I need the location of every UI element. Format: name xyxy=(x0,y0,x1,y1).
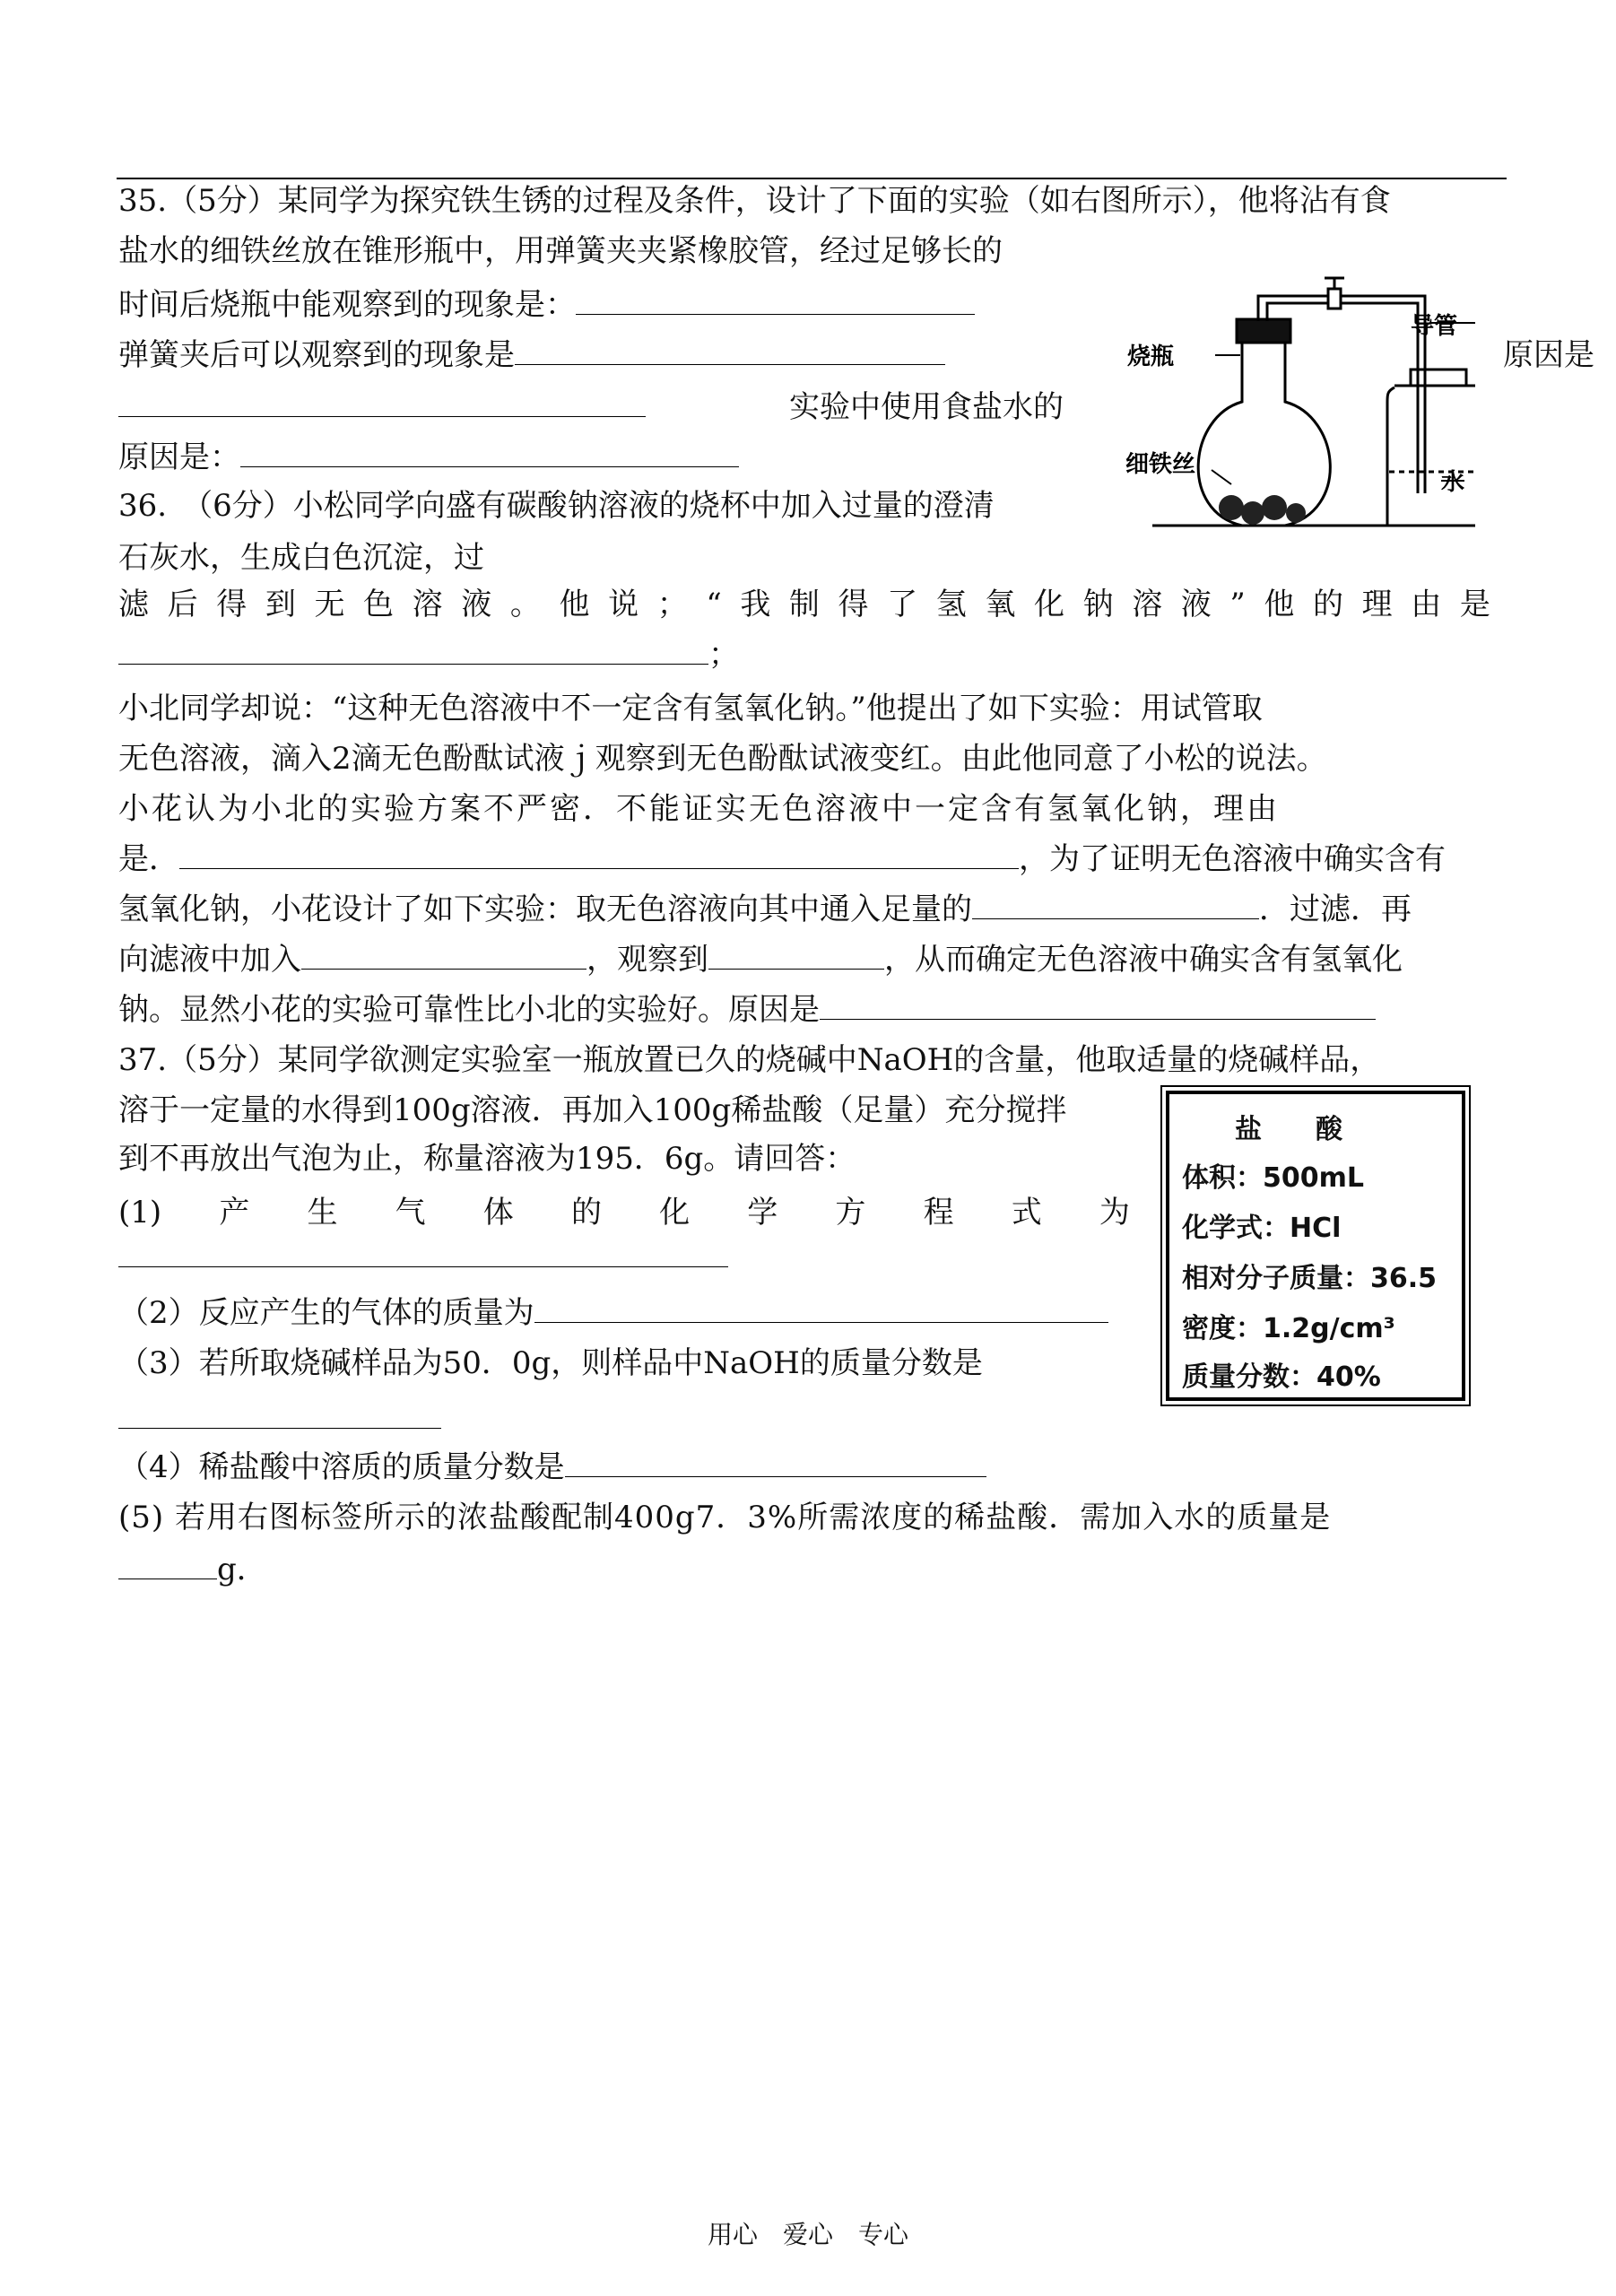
q37-line6-text: （2）反应产生的气体的质量为 xyxy=(118,1295,534,1331)
label-molar-mass: 相对分子质量：36.5 xyxy=(1182,1263,1438,1294)
q37-line4-char: 学 xyxy=(747,1195,778,1231)
answer-blank[interactable] xyxy=(240,439,739,467)
q37-line2: 溶于一定量的水得到100g溶液．再加入100g稀盐酸（足量）充分搅拌 xyxy=(118,1092,1067,1128)
label-volume: 体积：500mL xyxy=(1182,1162,1364,1194)
q36-line2: 石灰水，生成白色沉淀，过 xyxy=(118,540,484,576)
q36-line3-char: 液 xyxy=(1180,587,1212,622)
apparatus-figure xyxy=(1125,269,1475,538)
q36-line10-c: ，从而确定无色溶液中确实含有氢氧化 xyxy=(884,942,1403,978)
q37-line4-char: 式 xyxy=(1011,1195,1042,1231)
q37-line4-char: 产 xyxy=(219,1195,250,1231)
q36-line3-char: 滤 xyxy=(118,587,149,622)
q36-line9-a: 氢氧化钠，小花设计了如下实验：取无色溶液向其中通入足量的 xyxy=(118,891,972,927)
q36-line8-a: 是． xyxy=(118,841,179,877)
q37-line3: 到不再放出气泡为止，称量溶液为195．6g。请回答： xyxy=(118,1141,856,1177)
q37-line4-char: (1) xyxy=(118,1195,162,1231)
answer-blank[interactable] xyxy=(301,942,586,970)
q36-line4-end: ； xyxy=(708,637,739,673)
q37-line1: 37.（5分）某同学欲测定实验室一瓶放置已久的烧碱中NaOH的含量，他取适量的烧碱样品， xyxy=(118,1042,1381,1078)
q36-line3-char: 说 xyxy=(608,587,639,622)
answer-blank[interactable] xyxy=(820,992,1376,1020)
q35-line6-text: 原因是： xyxy=(118,439,240,475)
q36-line3-char: ” xyxy=(1229,587,1246,622)
answer-blank[interactable] xyxy=(515,337,945,365)
q36-line3-char: 无 xyxy=(314,587,345,622)
q36-line3-char: 色 xyxy=(363,587,395,622)
q35-line3-text: 时间后烧瓶中能观察到的现象是： xyxy=(118,287,576,323)
q36-line6: 无色溶液，滴入2滴无色酚酞试液ｊ观察到无色酚酞试液变红。由此他同意了小松的说法。 xyxy=(118,741,1327,777)
page-footer: 用心 爱心 专心 xyxy=(707,2220,908,2249)
q37-line4-char: 生 xyxy=(307,1195,338,1231)
q36-line10 xyxy=(118,940,1403,979)
q36-line3-char: 得 xyxy=(216,587,248,622)
q35-line3 xyxy=(118,285,975,325)
q36-line3-char: 他 xyxy=(559,587,590,622)
answer-blank[interactable] xyxy=(179,841,1019,869)
q37-line4-char: 为 xyxy=(1099,1195,1130,1231)
answer-blank[interactable] xyxy=(576,287,975,315)
q36-line9-b: ．过滤．再 xyxy=(1259,891,1412,927)
q36-line3-char: 钠 xyxy=(1082,587,1114,622)
q35-line6 xyxy=(118,438,739,477)
q37-line4-char: 气 xyxy=(395,1195,426,1231)
q37-line4-char: 方 xyxy=(835,1195,866,1231)
label-density: 密度：1.2g/cm³ xyxy=(1182,1313,1395,1344)
q37-line8 xyxy=(118,1399,441,1439)
q36-line3-char: 得 xyxy=(838,587,869,622)
q36-line3-char: 到 xyxy=(265,587,296,622)
wire-label: 细铁丝 xyxy=(1125,451,1196,478)
q37-line11 xyxy=(118,1550,267,1589)
q36-line3-char: 的 xyxy=(1313,587,1344,622)
q36-line8 xyxy=(118,839,1446,879)
answer-blank[interactable] xyxy=(118,1552,217,1579)
q36-line9 xyxy=(118,890,1412,929)
q37-line10: (5) 若用右图标签所示的浓盐酸配制400g7．3%所需浓度的稀盐酸．需加入水的质量是 xyxy=(118,1500,1332,1535)
q36-line3-char: 制 xyxy=(788,587,820,622)
q37-line6 xyxy=(118,1293,1108,1333)
q35-line5 xyxy=(118,387,646,427)
q37-line4-char: 的 xyxy=(570,1195,602,1231)
q37-line11-end: g． xyxy=(217,1552,267,1587)
q36-line3-char: 液 xyxy=(461,587,492,622)
answer-blank[interactable] xyxy=(534,1295,1108,1323)
q36-line3-char: 。 xyxy=(509,587,541,622)
q37-line4-char: 化 xyxy=(659,1195,691,1231)
q35-line1: 35.（5分）某同学为探究铁生锈的过程及条件，设计了下面的实验（如右图所示），他将沾有食 xyxy=(118,183,1391,219)
answer-blank[interactable] xyxy=(118,637,708,665)
q36-line3-char: ； xyxy=(656,587,688,622)
flask-label: 烧瓶 xyxy=(1127,344,1175,370)
q36-line10-b: ，观察到 xyxy=(586,942,708,978)
answer-blank[interactable] xyxy=(565,1449,986,1477)
q36-line11 xyxy=(118,990,1376,1030)
answer-blank[interactable] xyxy=(118,1239,728,1267)
q37-line4-char: 程 xyxy=(923,1195,954,1231)
q37-line5 xyxy=(118,1238,728,1277)
answer-blank[interactable] xyxy=(118,389,646,417)
label-title: 盐酸 xyxy=(1235,1114,1396,1145)
q36-line3 xyxy=(118,585,1490,624)
q36-line7: 小花认为小北的实验方案不严密．不能证实无色溶液中一定含有氢氧化钠，理由 xyxy=(118,791,1280,827)
label-formula: 化学式：HCl xyxy=(1182,1213,1342,1244)
reagent-label xyxy=(1166,1091,1465,1401)
water-label: 水 xyxy=(1441,469,1465,496)
q36-line4 xyxy=(118,635,739,674)
answer-blank[interactable] xyxy=(118,1401,441,1429)
q36-line3-char: 氧 xyxy=(985,587,1016,622)
q37-line4 xyxy=(118,1193,1130,1232)
q36-line3-char: 化 xyxy=(1033,587,1064,622)
q36-line5: 小北同学却说：“这种无色溶液中不一定含有氢氧化钠。”他提出了如下实验：用试管取 xyxy=(118,691,1263,726)
label-mass-fraction: 质量分数：40% xyxy=(1182,1361,1381,1393)
q35-line5-text: 实验中使用食盐水的 xyxy=(789,389,1064,425)
q36-line3-char: 由 xyxy=(1411,587,1442,622)
q36-line3-char: 溶 xyxy=(412,587,443,622)
answer-blank[interactable] xyxy=(972,891,1259,919)
q36-line10-a: 向滤液中加入 xyxy=(118,942,301,978)
q36-line3-char: 他 xyxy=(1264,587,1295,622)
q36-line3-char: 理 xyxy=(1361,587,1393,622)
q35-line4 xyxy=(118,335,945,375)
q37-line9 xyxy=(118,1448,986,1487)
q35-line4-text: 弹簧夹后可以观察到的现象是 xyxy=(118,337,515,373)
q36-line11-text: 钠。显然小花的实验可靠性比小北的实验好。原因是 xyxy=(118,992,820,1028)
q36-line3-char: “ xyxy=(706,587,722,622)
q35-line2: 盐水的细铁丝放在锥形瓶中，用弹簧夹夹紧橡胶管，经过足够长的 xyxy=(118,233,1003,269)
tube-label: 导管 xyxy=(1411,313,1458,340)
q37-line7: （3）若所取烧碱样品为50．0g，则样品中NaOH的质量分数是 xyxy=(118,1345,983,1381)
q36-line3-char: 氢 xyxy=(935,587,967,622)
q36-line8-b: ，为了证明无色溶液中确实含有 xyxy=(1019,841,1446,877)
answer-blank[interactable] xyxy=(708,942,884,970)
q36-line3-char: 了 xyxy=(887,587,918,622)
q36-line1: 36. （6分）小松同学向盛有碳酸钠溶液的烧杯中加入过量的澄清 xyxy=(118,488,995,524)
q36-line3-char: 我 xyxy=(740,587,771,622)
q37-line9-text: （4）稀盐酸中溶质的质量分数是 xyxy=(118,1449,565,1485)
q36-line3-char: 是 xyxy=(1459,587,1490,622)
q36-line3-char: 溶 xyxy=(1132,587,1163,622)
top-rule xyxy=(117,178,1507,179)
q35-line4-right: 原因是 xyxy=(1503,337,1594,373)
q36-line3-char: 后 xyxy=(167,587,198,622)
q37-line4-char: 体 xyxy=(482,1195,514,1231)
